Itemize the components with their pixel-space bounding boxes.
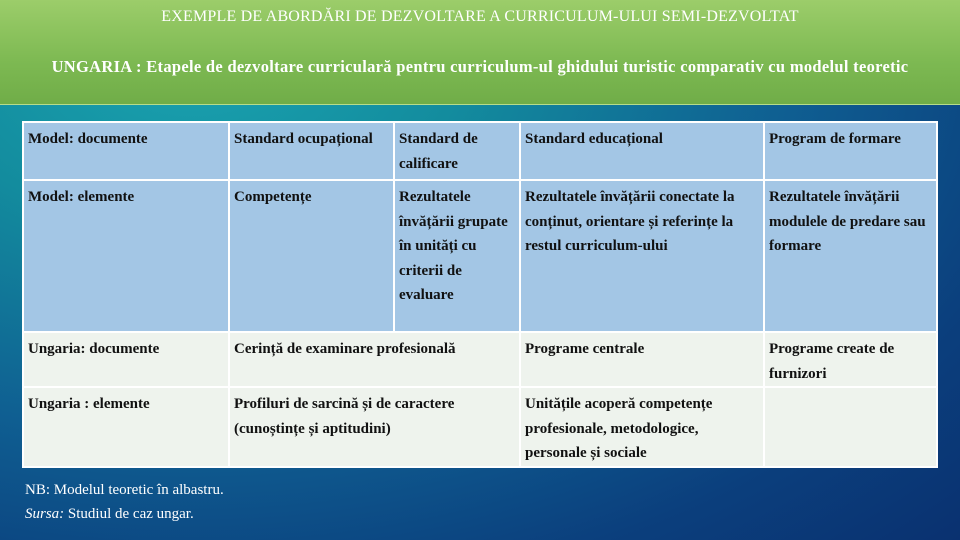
- table-cell: Unitățile acoperă competențe profesionale, metodologice, personale și sociale: [520, 387, 764, 467]
- table-cell: Profiluri de sarcină și de caractere (cunoștințe și aptitudini): [229, 387, 520, 467]
- source-label: Sursa:: [25, 506, 65, 522]
- table-row: [23, 387, 937, 467]
- table-cell: Programe centrale: [520, 332, 764, 387]
- table-cell: Ungaria: documente: [23, 332, 229, 387]
- footnote: [25, 478, 224, 526]
- note-line: NB: Modelul teoretic în albastru.: [25, 482, 224, 498]
- slide-header: [0, 0, 960, 105]
- source-line: [25, 502, 224, 526]
- table-cell: Rezultatele învățării modulele de predare sau formare: [764, 180, 937, 332]
- source-text: Studiul de caz ungar.: [64, 506, 194, 522]
- table-cell: [764, 387, 937, 467]
- table-row: [23, 122, 937, 180]
- table-cell: Rezultatele învățării conectate la conținut, orientare și referințe la restul curriculum-ului: [520, 180, 764, 332]
- comparison-table: [22, 121, 938, 468]
- table-cell: Model: elemente: [23, 180, 229, 332]
- table-cell: Competențe: [229, 180, 394, 332]
- table-cell: Rezultatele învățării grupate în unități cu criterii de evaluare: [394, 180, 520, 332]
- table-cell: Standard de calificare: [394, 122, 520, 180]
- table-cell: Standard ocupațional: [229, 122, 394, 180]
- table-cell: Model: documente: [23, 122, 229, 180]
- slide-subtitle: UNGARIA : Etapele de dezvoltare curriculară pentru curriculum-ul ghidului turistic comparativ cu modelul teoretic: [51, 57, 909, 76]
- table-row: [23, 332, 937, 387]
- slide-title: EXEMPLE DE ABORDĂRI DE DEZVOLTARE A CURRICULUM-ULUI SEMI-DEZVOLTAT: [161, 8, 799, 25]
- table-cell: Programe create de furnizori: [764, 332, 937, 387]
- table-cell: Standard educațional: [520, 122, 764, 180]
- table-cell: Ungaria : elemente: [23, 387, 229, 467]
- table-cell: Program de formare: [764, 122, 937, 180]
- table-cell: Cerință de examinare profesională: [229, 332, 520, 387]
- table-row: [23, 180, 937, 332]
